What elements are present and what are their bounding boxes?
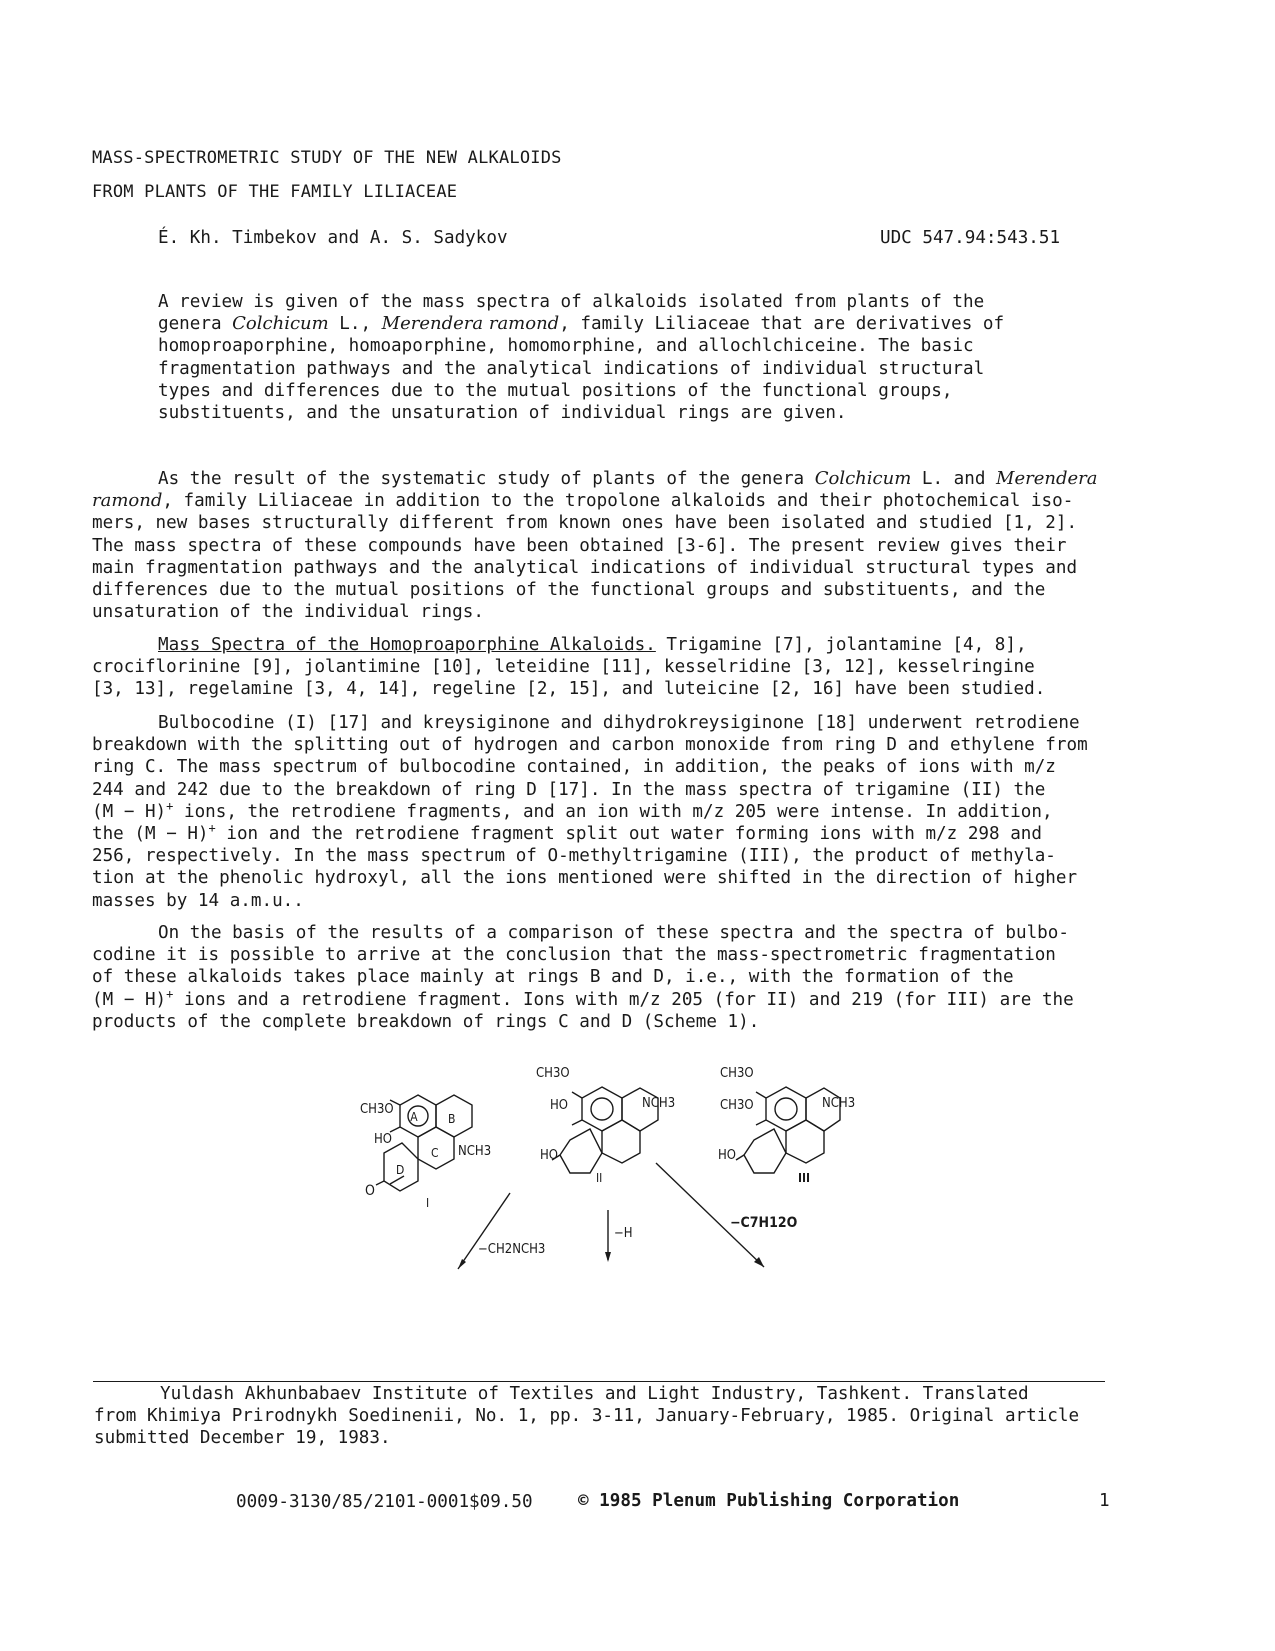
section-heading: Mass Spectra of the Homoproaporphine Alkaloids.: [158, 635, 656, 655]
abstract-line: A review is given of the mass spectra of alkaloids isolated from plants of the: [158, 292, 985, 312]
compound-label-I: I: [426, 1196, 430, 1210]
label-ch3o: CH3O: [536, 1066, 570, 1081]
ring-cyclohexane: [560, 1129, 602, 1173]
paper-title-line-1: MASS-SPECTROMETRIC STUDY OF THE NEW ALKALOIDS: [92, 148, 562, 168]
arrow-label-middle: −H: [614, 1226, 633, 1241]
udc-code: UDC 547.94:543.51: [880, 228, 1061, 248]
scheme-1-structures: [340, 1055, 856, 1280]
label-ho: HO: [718, 1148, 737, 1163]
arrow-middle-head: [605, 1252, 611, 1262]
ring-label-a: A: [410, 1110, 418, 1124]
label-oxo: O: [365, 1183, 375, 1199]
body-paragraph-2: Mass Spectra of the Homoproaporphine Alkaloids. Trigamine [7], jolantamine [4, 8], crociflorinine [9], jolantimine [10], leteidine [11], kesselridine [3, 12], kesselringine [3, 13], regelamine [3, 4, 14], regeline [2, 15], and luteicine [2, 16] have been studied.: [92, 635, 1046, 700]
compound-label-II: II: [596, 1171, 603, 1185]
label-ho: HO: [374, 1132, 393, 1147]
arrow-label-right: −C7H12O: [730, 1215, 798, 1231]
label-ch3o: CH3O: [720, 1066, 754, 1081]
footnote-line: Yuldash Akhunbabaev Institute of Textiles and Light Industry, Tashkent. Translated: [160, 1384, 1029, 1404]
abstract-line: fragmentation pathways and the analytical indications of individual structural: [158, 358, 985, 379]
body-paragraph-4: On the basis of the results of a comparison of these spectra and the spectra of bulbo- codine it is possible to arrive at the conclusion that the mass-spectrometric fragmentation of these alkaloids takes place mainly at rings B and D, i.e., with the formation of the (M − H)+ ions and a retrodiene fragment. Ions with m/z 205 (for II) and 219 (for III) are the products of the complete breakdown of rings C and D (Scheme 1).: [92, 923, 1074, 1032]
footnote-rule: [93, 1381, 1105, 1382]
page-number: 1: [1099, 1491, 1110, 1511]
label-ho: HO: [540, 1148, 559, 1163]
label-ho: HO: [550, 1098, 569, 1113]
label-ch3o: CH3O: [360, 1102, 394, 1117]
abstract-line: types and differences due to the mutual positions of the functional groups,: [158, 380, 953, 401]
label-nch3: NCH3: [458, 1144, 492, 1159]
ring-aromatic-circle: [591, 1098, 613, 1120]
abstract-line: homoproaporphine, homoaporphine, homomorphine, and allochlchiceine. The basic: [158, 336, 974, 357]
ring-label-c: C: [431, 1146, 439, 1160]
footnote: [94, 1383, 1079, 1450]
ring-label-b: B: [448, 1112, 456, 1126]
abstract: [158, 291, 1004, 424]
compound-label-III: III: [798, 1171, 811, 1185]
authors: É. Kh. Timbekov and A. S. Sadykov: [158, 228, 508, 248]
paper-title-line-2: FROM PLANTS OF THE FAMILY LILIACEAE: [92, 182, 458, 202]
label-ch3o: CH3O: [720, 1098, 754, 1113]
ring-aromatic-hexagon: [582, 1087, 622, 1131]
arrow-left-head: [458, 1259, 466, 1269]
body-paragraph-3: Bulbocodine (I) [17] and kreysiginone and dihydrokreysiginone [18] underwent retrodiene breakdown with the splitting out of hydrogen and carbon monoxide from ring D and ethylene from ring C. The mass spectrum of bulbocodine contained, in addition, the peaks of ions with m/z 244 and 242 due to the breakdown of ring D [17]. In the mass spectra of trigamine (II) the (M − H)+ ions, the retrodiene fragments, and an ion with m/z 205 were intense. In addition, the (M − H)+ ion and the retrodiene fragment split out water forming ions with m/z 298 and 256, respectively. In the mass spectrum of O-methyltrigamine (III), the product of methyla- tion at the phenolic hydroxyl, all the ions mentioned were shifted in the direction of higher masses by 14 a.m.u..: [92, 713, 1088, 911]
label-nch3: NCH3: [642, 1096, 676, 1111]
label-nch3: NCH3: [822, 1096, 856, 1111]
arrow-label-left: −CH2NCH3: [478, 1242, 546, 1257]
abstract-line: genera Colchicum L., Merendera ramond, family Liliaceae that are derivatives of: [158, 313, 1005, 335]
body-paragraph-1: As the result of the systematic study of plants of the genera Colchicum L. and Merendera ramond, family Liliaceae in addition to the tropolone alkaloids and their photochemical iso- mers, new bases structurally different from known ones have been isolated and studied [1, 2]. The mass spectra of these compounds have been obtained [3-6]. The present review gives their main fragmentation pathways and the analytical indications of individual structural types and differences due to the mutual positions of the functional groups and substituents, and the unsaturation of the individual rings.: [92, 468, 1098, 623]
footnote-line: from Khimiya Prirodnykh Soedinenii, No. 1, pp. 3-11, January-February, 1985. Original article: [94, 1406, 1080, 1427]
footnote-line: submitted December 19, 1983.: [94, 1428, 391, 1449]
footer-code: 0009-3130/85/2101-0001$09.50: [236, 1492, 533, 1512]
ring-label-d: D: [396, 1163, 405, 1177]
footer-copyright: © 1985 Plenum Publishing Corporation: [578, 1491, 960, 1511]
abstract-line: substituents, and the unsaturation of individual rings are given.: [158, 403, 847, 424]
arrow-left: [458, 1193, 510, 1269]
